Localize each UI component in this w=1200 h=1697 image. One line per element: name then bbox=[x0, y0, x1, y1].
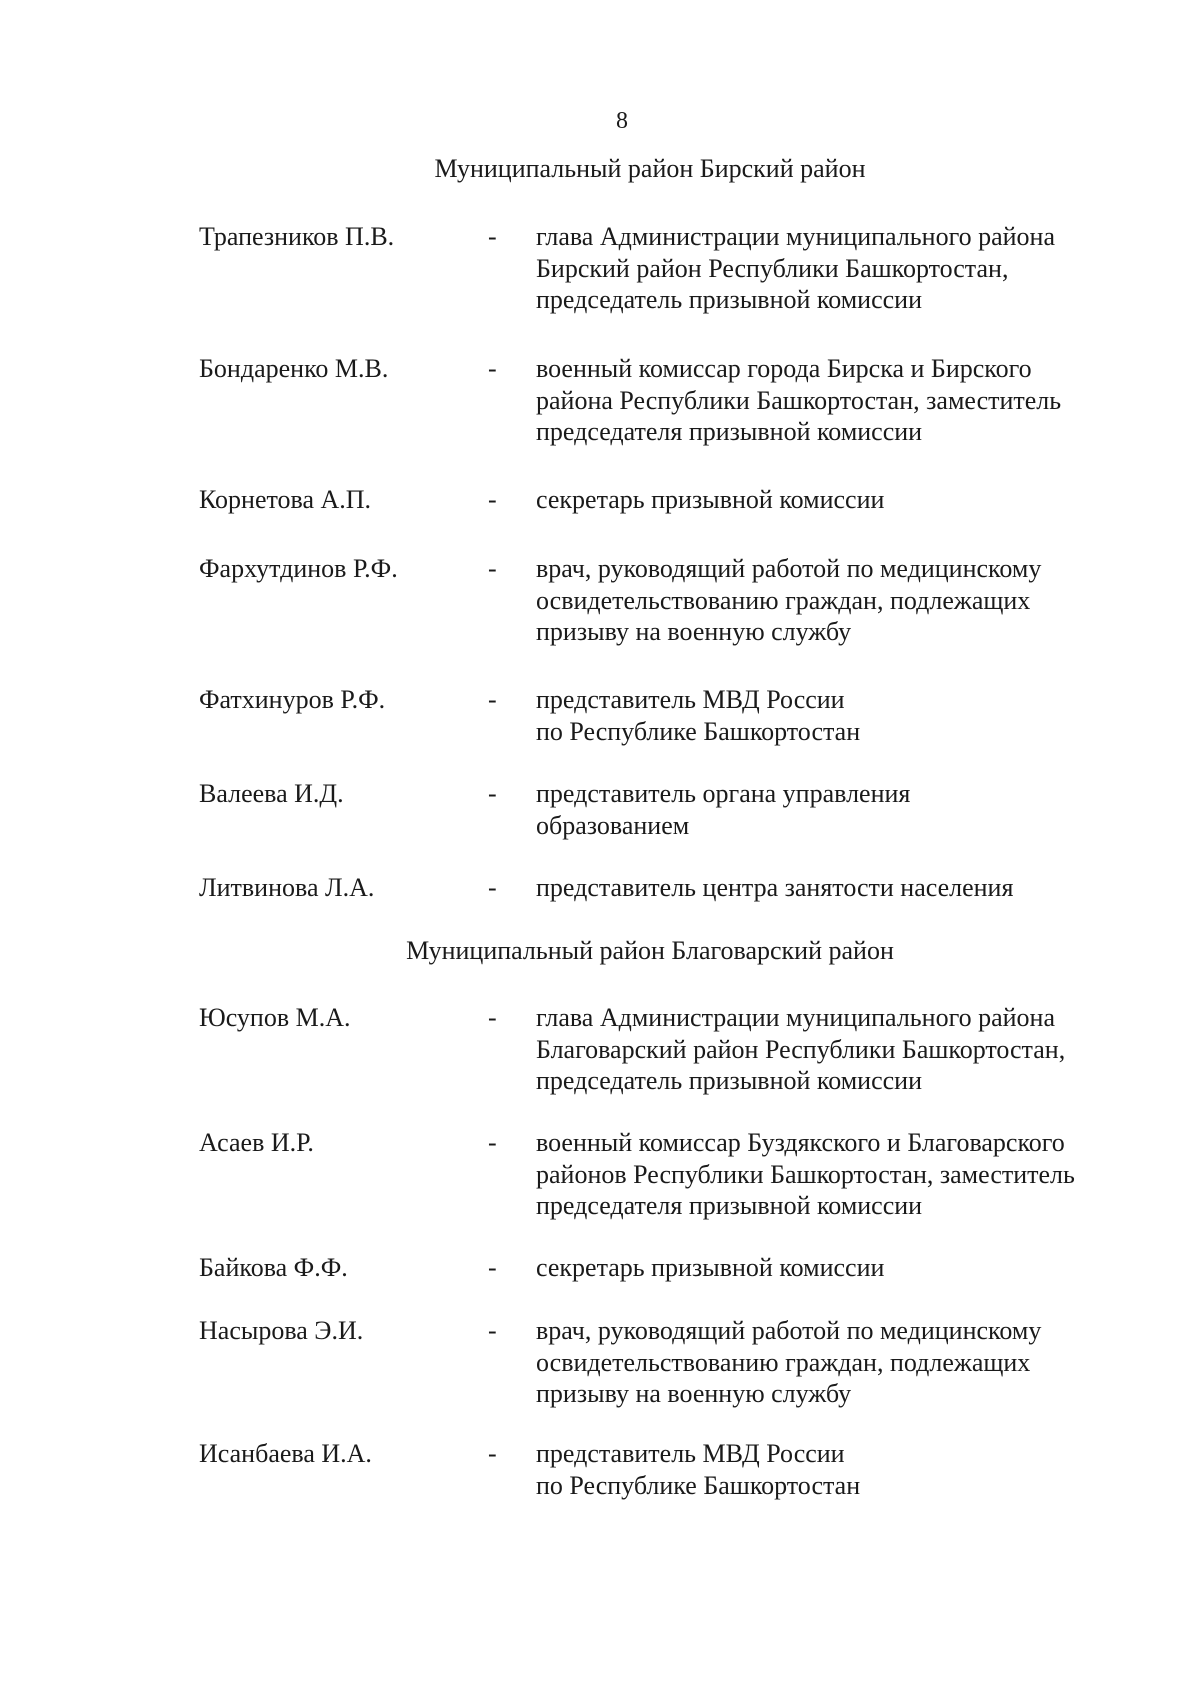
role-line: образованием bbox=[536, 810, 690, 840]
dash-separator: - bbox=[488, 554, 497, 583]
dash-separator: - bbox=[488, 1316, 497, 1345]
dash-separator: - bbox=[488, 1253, 497, 1282]
role-line: глава Администрации муниципального района bbox=[536, 222, 1055, 251]
role-line: Бирский район Республики Башкортостан, bbox=[536, 253, 1009, 283]
role-line: призыву на военную службу bbox=[536, 1379, 852, 1408]
member-role bbox=[536, 553, 1136, 648]
page-number: 8 bbox=[616, 108, 628, 134]
role-line: призыву на военную службу bbox=[536, 617, 852, 646]
role-line: представитель органа управления bbox=[536, 779, 911, 808]
member-name: Бондаренко М.В. bbox=[199, 354, 389, 383]
member-role bbox=[536, 1002, 1136, 1097]
section-title-birsky: Муниципальный район Бирский район bbox=[434, 154, 866, 183]
dash-separator: - bbox=[488, 1003, 497, 1032]
member-name: Асаев И.Р. bbox=[199, 1128, 314, 1157]
member-name: Юсупов М.А. bbox=[199, 1003, 351, 1032]
member-role bbox=[536, 1127, 1136, 1222]
role-line: освидетельствованию граждан, подлежащих bbox=[536, 585, 1031, 615]
member-role bbox=[536, 1438, 1136, 1501]
member-name: Фархутдинов Р.Ф. bbox=[199, 554, 398, 583]
role-line: председателя призывной комиссии bbox=[536, 417, 923, 446]
role-line: по Республике Башкортостан bbox=[536, 716, 861, 746]
role-line: по Республике Башкортостан bbox=[536, 1470, 861, 1500]
member-name: Трапезников П.В. bbox=[199, 222, 395, 251]
member-role bbox=[536, 1315, 1136, 1410]
member-name: Валеева И.Д. bbox=[199, 779, 344, 808]
dash-separator: - bbox=[488, 485, 497, 514]
dash-separator: - bbox=[488, 1128, 497, 1157]
member-role bbox=[536, 872, 1136, 904]
dash-separator: - bbox=[488, 873, 497, 902]
role-line: секретарь призывной комиссии bbox=[536, 485, 885, 514]
member-name: Литвинова Л.А. bbox=[199, 873, 375, 902]
role-line: представитель МВД России bbox=[536, 685, 845, 714]
role-line: председатель призывной комиссии bbox=[536, 285, 922, 314]
dash-separator: - bbox=[488, 779, 497, 808]
member-role bbox=[536, 1252, 1136, 1284]
role-line: секретарь призывной комиссии bbox=[536, 1253, 885, 1282]
dash-separator: - bbox=[488, 685, 497, 714]
member-role bbox=[536, 684, 1136, 747]
role-line: врач, руководящий работой по медицинскому bbox=[536, 1316, 1042, 1345]
role-line: военный комиссар Буздякского и Благоварского bbox=[536, 1128, 1065, 1157]
role-line: глава Администрации муниципального района bbox=[536, 1003, 1055, 1032]
role-line: военный комиссар города Бирска и Бирского bbox=[536, 354, 1032, 383]
role-line: освидетельствованию граждан, подлежащих bbox=[536, 1347, 1031, 1377]
member-name: Байкова Ф.Ф. bbox=[199, 1253, 348, 1282]
role-line: председатель призывной комиссии bbox=[536, 1066, 922, 1095]
role-line: районов Республики Башкортостан, заместитель bbox=[536, 1159, 1075, 1189]
role-line: представитель МВД России bbox=[536, 1439, 845, 1468]
member-role bbox=[536, 778, 1136, 841]
dash-separator: - bbox=[488, 222, 497, 251]
role-line: района Республики Башкортостан, заместитель bbox=[536, 385, 1062, 415]
role-line: председателя призывной комиссии bbox=[536, 1191, 923, 1220]
dash-separator: - bbox=[488, 354, 497, 383]
member-name: Насырова Э.И. bbox=[199, 1316, 364, 1345]
role-line: представитель центра занятости населения bbox=[536, 873, 1014, 902]
role-line: Благоварский район Республики Башкортостан, bbox=[536, 1034, 1066, 1064]
member-name: Исанбаева И.А. bbox=[199, 1439, 372, 1468]
member-role bbox=[536, 353, 1136, 448]
member-role bbox=[536, 221, 1136, 316]
member-name: Фатхинуров Р.Ф. bbox=[199, 685, 386, 714]
dash-separator: - bbox=[488, 1439, 497, 1468]
section-title-blagovarsky: Муниципальный район Благоварский район bbox=[406, 936, 894, 965]
member-role bbox=[536, 484, 1136, 516]
member-name: Корнетова А.П. bbox=[199, 485, 372, 514]
role-line: врач, руководящий работой по медицинскому bbox=[536, 554, 1042, 583]
